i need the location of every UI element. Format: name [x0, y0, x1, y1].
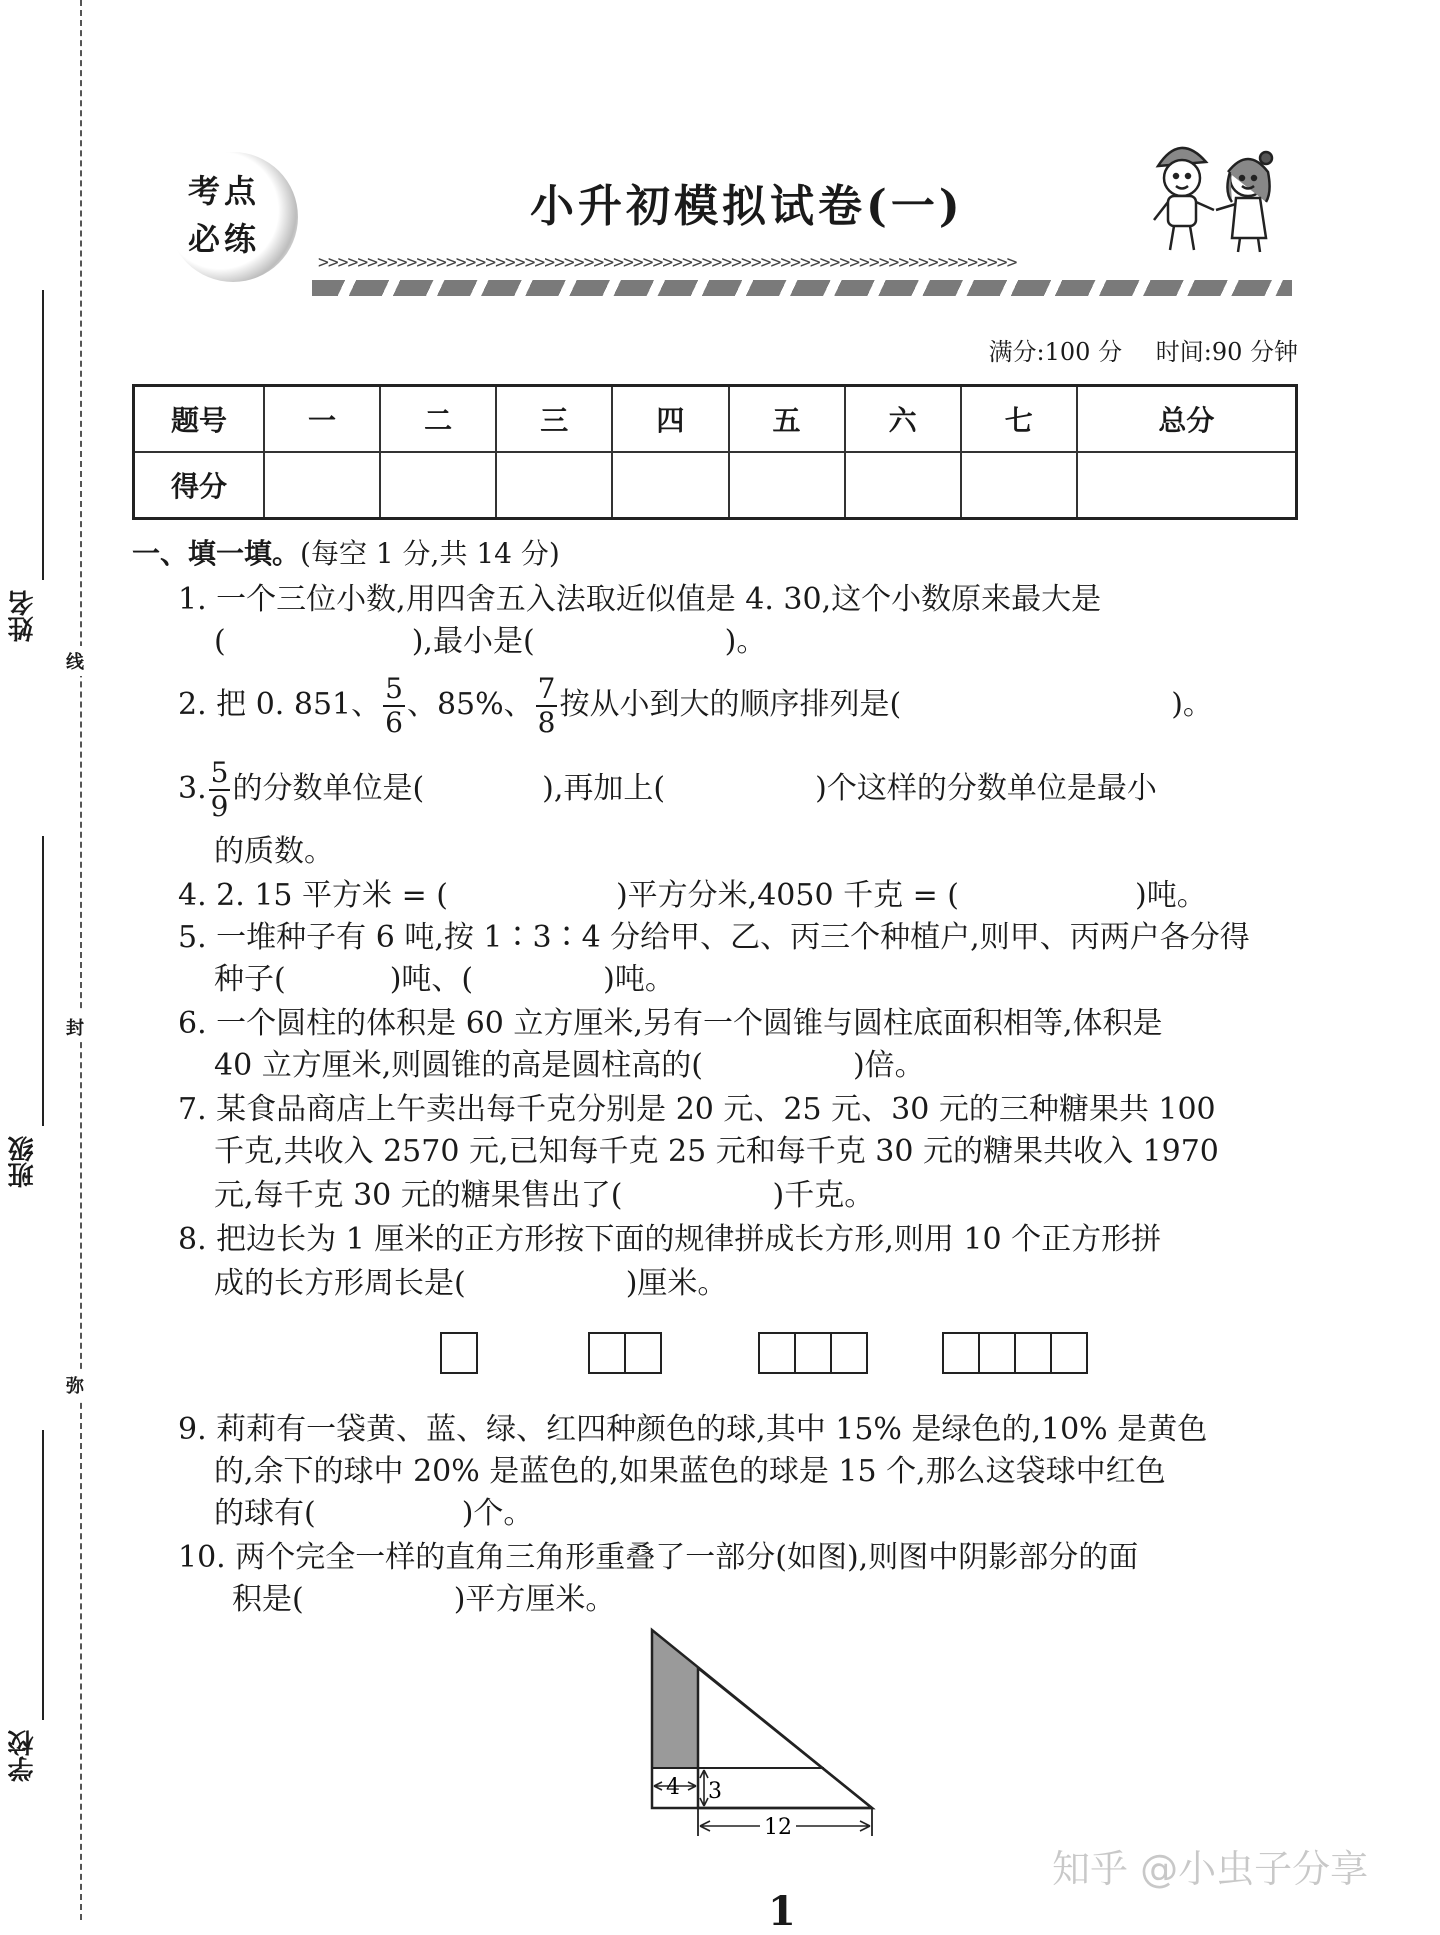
- cartoon-kids-illustration: [1140, 128, 1290, 258]
- page-number: 1: [768, 1888, 796, 1935]
- name-field[interactable]: [4, 290, 48, 670]
- score-input-cell[interactable]: [612, 452, 728, 519]
- dimension-arrow-3: [700, 1770, 708, 1806]
- q3-number: 3.: [178, 771, 207, 806]
- score-header-cell: 三: [496, 386, 612, 453]
- q2-text-a: 2. 把 0. 851、: [178, 687, 382, 722]
- question-8-line-1: 8. 把边长为 1 厘米的正方形按下面的规律拼成长方形,则用 10 个正方形拼: [178, 1222, 1162, 1257]
- score-header-cell: 五: [729, 386, 845, 453]
- score-table: [132, 384, 1298, 520]
- binding-label-seal: 封: [66, 1012, 84, 1042]
- score-input-cell[interactable]: [729, 452, 845, 519]
- class-field[interactable]: [4, 836, 48, 1216]
- q5-text-d: )吨。: [603, 962, 675, 997]
- name-label: 姓名: [8, 590, 38, 642]
- q7-text-c: 元,每千克 30 元的糖果售出了(: [214, 1178, 623, 1213]
- question-1-line-1: 1. 一个三位小数,用四舍五入法取近似值是 4. 30,这个小数原来最大是: [178, 582, 1102, 617]
- q4-text-a: 4. 2. 15 平方米 = (: [178, 878, 448, 913]
- dimension-label-3: 3: [708, 1779, 722, 1804]
- score-input-cell[interactable]: [380, 452, 496, 519]
- square-cell: [758, 1332, 796, 1374]
- q2-text-c: 按从小到大的顺序排列是(: [559, 687, 902, 722]
- question-1-line-2: [214, 622, 766, 662]
- question-5-line-1: 5. 一堆种子有 6 吨,按 1∶3∶4 分给甲、乙、丙三个种植户,则甲、丙两户各分得: [178, 920, 1250, 955]
- square-figure-2: [588, 1332, 664, 1374]
- q2-fraction-7-8: [536, 672, 558, 739]
- q1-mid: ),最小是(: [411, 624, 535, 659]
- dimension-label-4: 4: [666, 1775, 680, 1800]
- section-1-note: (每空 1 分,共 14 分): [300, 537, 560, 570]
- square-cell: [1014, 1332, 1052, 1374]
- exam-meta: [963, 332, 1298, 367]
- score-header-cell: 题号: [134, 386, 265, 453]
- score-header-cell: 一: [264, 386, 380, 453]
- q8-text-c: )厘米。: [625, 1266, 728, 1301]
- q1-open: (: [214, 624, 226, 659]
- q2-fraction-5-6: [383, 672, 405, 739]
- question-6-line-2: [214, 1046, 925, 1086]
- score-input-cell[interactable]: [845, 452, 961, 519]
- q4-text-c: )吨。: [1135, 878, 1207, 913]
- q2-frac1-numerator: 5: [385, 672, 403, 705]
- square-cell: [440, 1332, 478, 1374]
- score-header-cell: 二: [380, 386, 496, 453]
- score-input-cell[interactable]: [961, 452, 1077, 519]
- binding-label-line: 线: [66, 646, 84, 676]
- q3-fraction-5-9: [209, 756, 231, 823]
- triangle-overlap-figure: [640, 1622, 900, 1842]
- q5-text-c: )吨、(: [389, 962, 474, 997]
- q8-text-b: 成的长方形周长是(: [214, 1266, 466, 1301]
- square-cell: [588, 1332, 626, 1374]
- question-7-line-1: 7. 某食品商店上午卖出每千克分别是 20 元、25 元、30 元的三种糖果共 100: [178, 1092, 1216, 1127]
- dimension-label-12: 12: [764, 1815, 792, 1840]
- question-9-line-3: [214, 1494, 533, 1534]
- binding-dashed-line: [80, 0, 82, 1920]
- watermark-text: 知乎 @小虫子分享: [1052, 1847, 1369, 1891]
- question-10-line-2: [232, 1580, 615, 1620]
- class-underline: [42, 836, 44, 1126]
- school-field[interactable]: [4, 1430, 48, 1810]
- score-input-cell[interactable]: [1077, 452, 1297, 519]
- triangle-b: [698, 1668, 872, 1808]
- binding-label-close: 弥: [66, 1370, 84, 1400]
- q10-text-c: )平方厘米。: [453, 1582, 616, 1617]
- q6-text-b: 40 立方厘米,则圆锥的高是圆柱高的(: [214, 1048, 703, 1083]
- shaded-region: [652, 1630, 698, 1768]
- q10-text-b: 积是(: [232, 1582, 304, 1617]
- q2-frac1-denominator: 6: [385, 706, 403, 739]
- score-table-header-row: [134, 386, 1297, 453]
- class-label: 班级: [8, 1136, 38, 1188]
- score-row-label: 得分: [134, 452, 265, 519]
- question-4: [178, 876, 1207, 916]
- q3-text-c: ),再加上(: [542, 771, 666, 806]
- question-8-line-2: [214, 1264, 727, 1304]
- score-table-score-row: [134, 452, 1297, 519]
- square-cell: [624, 1332, 662, 1374]
- question-7-line-3: [214, 1176, 874, 1216]
- question-9-line-2: 的,余下的球中 20% 是蓝色的,如果蓝色的球是 15 个,那么这袋球中红色: [214, 1454, 1166, 1489]
- q6-text-c: )倍。: [852, 1048, 925, 1083]
- square-figure-4: [942, 1332, 1090, 1374]
- score-input-cell[interactable]: [264, 452, 380, 519]
- question-5-line-2: [214, 960, 675, 1000]
- school-underline: [42, 1430, 44, 1720]
- q3-frac-denominator: 9: [210, 790, 229, 823]
- q7-text-d: )千克。: [772, 1178, 875, 1213]
- q4-text-b: )平方分米,4050 千克 = (: [615, 878, 959, 913]
- question-6-line-1: 6. 一个圆柱的体积是 60 立方厘米,另有一个圆锥与圆柱底面积相等,体积是: [178, 1006, 1163, 1041]
- q3-text-b: 的分数单位是(: [232, 771, 425, 806]
- score-header-cell: 四: [612, 386, 728, 453]
- logo-badge: [168, 152, 298, 282]
- score-input-cell[interactable]: [496, 452, 612, 519]
- decorative-stripe-row: [312, 280, 1292, 296]
- q2-text-d: )。: [1171, 687, 1213, 722]
- q2-frac2-numerator: 7: [537, 672, 556, 705]
- school-label: 学校: [8, 1730, 38, 1782]
- square-cell: [830, 1332, 868, 1374]
- question-9-line-1: 9. 莉莉有一袋黄、蓝、绿、红四种颜色的球,其中 15% 是绿色的,10% 是黄色: [178, 1412, 1208, 1447]
- exam-time: 时间:90 分钟: [1155, 338, 1298, 366]
- question-3-line-1: [178, 748, 1157, 830]
- square-cell: [942, 1332, 980, 1374]
- square-cell: [1050, 1332, 1088, 1374]
- question-3-line-2: 的质数。: [214, 834, 334, 869]
- exam-title: 小升初模拟试卷(一): [530, 181, 964, 232]
- q9-text-d: )个。: [461, 1496, 534, 1531]
- q3-text-d: )个这样的分数单位是最小: [815, 771, 1157, 806]
- question-2: [178, 664, 1213, 746]
- square-cell: [978, 1332, 1016, 1374]
- q5-text-b: 种子(: [214, 962, 286, 997]
- score-header-cell: 总分: [1077, 386, 1297, 453]
- q1-close: )。: [724, 624, 767, 659]
- square-figure-3: [758, 1332, 870, 1374]
- full-score: 满分:100 分: [988, 338, 1123, 366]
- logo-text-top: 考点: [188, 172, 261, 210]
- question-10-line-1: 10. 两个完全一样的直角三角形重叠了一部分(如图),则图中阴影部分的面: [178, 1540, 1139, 1575]
- q2-text-b: 、85%、: [406, 687, 534, 722]
- square-figure-1: [440, 1332, 480, 1374]
- section-1-header: [132, 532, 560, 576]
- q3-frac-numerator: 5: [210, 756, 229, 789]
- question-7-line-2: 千克,共收入 2570 元,已知每千克 25 元和每千克 30 元的糖果共收入 1970: [214, 1134, 1219, 1169]
- square-cell: [794, 1332, 832, 1374]
- logo-text-bottom: 必练: [188, 220, 261, 258]
- q2-frac2-denominator: 8: [537, 706, 556, 739]
- name-underline: [42, 290, 44, 580]
- q9-text-c: 的球有(: [214, 1496, 316, 1531]
- decorative-arrow-row: >>>>>>>>>>>>>>>>>>>>>>>>>>>>>>>>>>>>>>>>>>>>>>>>>>>>>>>>>>>>>>>>>>>>>>>: [318, 252, 1017, 273]
- score-header-cell: 六: [845, 386, 961, 453]
- section-1-title: 一、填一填。: [132, 537, 301, 570]
- score-header-cell: 七: [961, 386, 1077, 453]
